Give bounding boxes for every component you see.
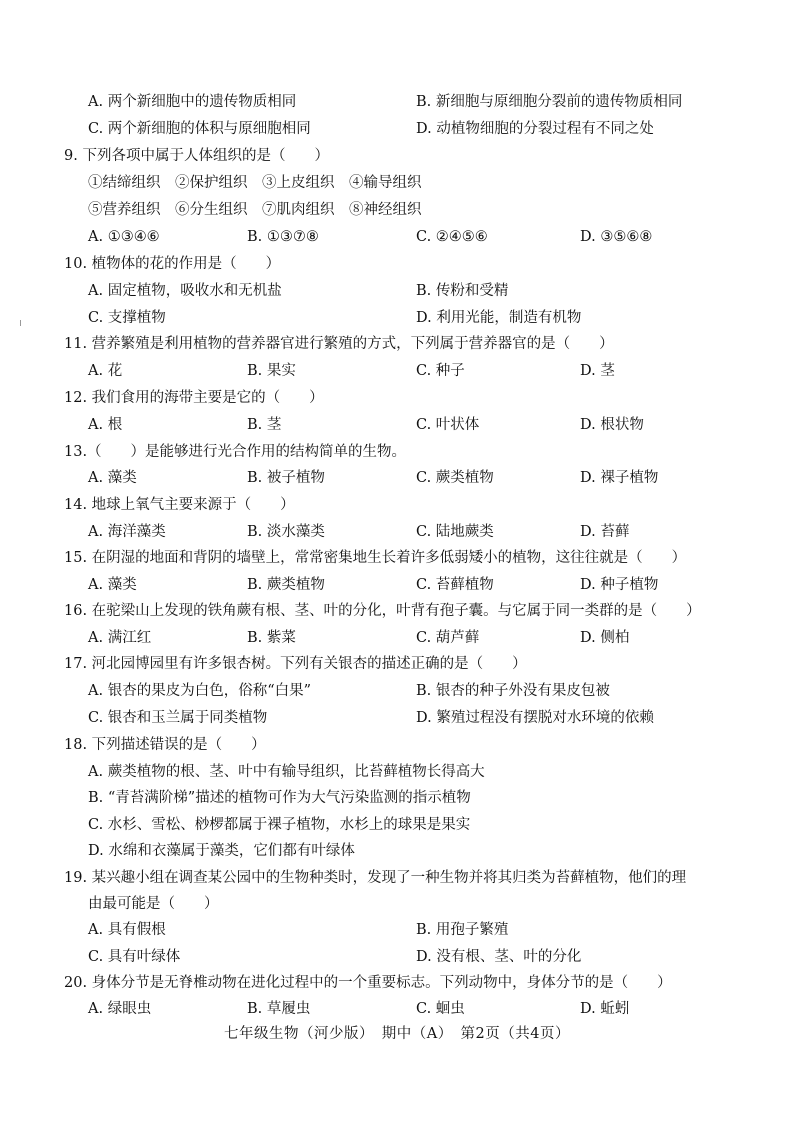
q19-stem-line2: 由最可能是（ ） [88, 896, 219, 912]
q11-option-b: B. 果实 [247, 363, 296, 379]
q8-option-b: B. 新细胞与原细胞分裂前的遗传物质相同 [416, 94, 683, 110]
q13-option-a: A. 藻类 [88, 470, 137, 486]
q16-stem: 16. 在驼梁山上发现的铁角蕨有根、茎、叶的分化，叶背有孢子囊。与它属于同一类群的是（ ） [64, 603, 701, 619]
q18-option-a: A. 蕨类植物的根、茎、叶中有输导组织，比苔藓植物长得高大 [88, 764, 485, 780]
q20-option-b: B. 草履虫 [247, 1001, 311, 1017]
q15-option-b: B. 蕨类植物 [247, 577, 325, 593]
q20-option-a: A. 绿眼虫 [88, 1001, 152, 1017]
q14-option-b: B. 淡水藻类 [247, 524, 325, 540]
q10-stem: 10. 植物体的花的作用是（ ） [64, 256, 281, 272]
q9-list-1: ①结缔组织 ②保护组织 ③上皮组织 ④输导组织 [88, 175, 422, 191]
q13-option-d: D. 裸子植物 [580, 470, 659, 486]
q14-option-c: C. 陆地蕨类 [416, 524, 494, 540]
q14-option-d: D. 苔藓 [580, 524, 630, 540]
q16-option-a: A. 满江红 [88, 630, 152, 646]
q12-option-d: D. 根状物 [580, 417, 644, 433]
q10-option-c: C. 支撑植物 [88, 310, 166, 326]
q12-option-a: A. 根 [88, 417, 123, 433]
q10-option-d: D. 利用光能，制造有机物 [416, 310, 582, 326]
q13-option-b: B. 被子植物 [247, 470, 325, 486]
q8-option-c: C. 两个新细胞的体积与原细胞相同 [88, 121, 311, 137]
q15-stem: 15. 在阴湿的地面和背阴的墙壁上，常常密集地生长着许多低弱矮小的植物，这往往就是（ ） [64, 550, 687, 566]
q9-stem: 9. 下列各项中属于人体组织的是（ ） [64, 148, 329, 164]
q19-option-c: C. 具有叶绿体 [88, 949, 181, 965]
q8-option-d: D. 动植物细胞的分裂过程有不同之处 [416, 121, 654, 137]
q13-stem: 13.（ ）是能够进行光合作用的结构简单的生物。 [64, 444, 407, 460]
q20-stem: 20. 身体分节是无脊椎动物在进化过程中的一个重要标志。下列动物中，身体分节的是（ ） [64, 975, 672, 991]
q9-option-a: A. ①③④⑥ [88, 229, 160, 245]
q12-stem: 12. 我们食用的海带主要是它的（ ） [64, 390, 324, 406]
q10-option-b: B. 传粉和受精 [416, 283, 509, 299]
q8-option-a: A. 两个新细胞中的遗传物质相同 [88, 94, 297, 110]
scan-mark [20, 320, 25, 326]
q18-option-c: C. 水杉、雪松、桫椤都属于裸子植物，水杉上的球果是果实 [88, 817, 471, 833]
page-footer: 七年级生物（河少版） 期中（A） 第2页（共4页） [224, 1026, 570, 1042]
q15-option-a: A. 藻类 [88, 577, 137, 593]
q9-option-d: D. ③⑤⑥⑧ [580, 229, 653, 245]
q17-option-c: C. 银杏和玉兰属于同类植物 [88, 710, 268, 726]
q9-option-b: B. ①③⑦⑧ [247, 229, 319, 245]
q18-option-d: D. 水绵和衣藻属于藻类，它们都有叶绿体 [88, 843, 355, 859]
q19-option-a: A. 具有假根 [88, 922, 166, 938]
q14-option-a: A. 海洋藻类 [88, 524, 166, 540]
q13-option-c: C. 蕨类植物 [416, 470, 494, 486]
q18-stem: 18. 下列描述错误的是（ ） [64, 737, 266, 753]
q19-option-b: B. 用孢子繁殖 [416, 922, 509, 938]
q19-option-d: D. 没有根、茎、叶的分化 [416, 949, 582, 965]
q11-option-a: A. 花 [88, 363, 123, 379]
q9-list-2: ⑤营养组织 ⑥分生组织 ⑦肌肉组织 ⑧神经组织 [88, 202, 422, 218]
q11-option-c: C. 种子 [416, 363, 465, 379]
q15-option-d: D. 种子植物 [580, 577, 659, 593]
q10-option-a: A. 固定植物，吸收水和无机盐 [88, 283, 282, 299]
q11-stem: 11. 营养繁殖是利用植物的营养器官进行繁殖的方式，下列属于营养器官的是（ ） [64, 336, 614, 352]
q15-option-c: C. 苔藓植物 [416, 577, 494, 593]
q20-option-c: C. 蛔虫 [416, 1001, 465, 1017]
q12-option-b: B. 茎 [247, 417, 282, 433]
q17-option-a: A. 银杏的果皮为白色，俗称“白果” [88, 683, 312, 699]
q11-option-d: D. 茎 [580, 363, 615, 379]
q19-stem-line1: 19. 某兴趣小组在调查某公园中的生物种类时，发现了一种生物并将其归类为苔藓植物，他们的理 [64, 870, 687, 886]
q16-option-d: D. 侧柏 [580, 630, 630, 646]
q12-option-c: C. 叶状体 [416, 417, 480, 433]
q18-option-b: B. “青苔满阶梯”描述的植物可作为大气污染监测的指示植物 [88, 790, 471, 806]
q16-option-b: B. 紫菜 [247, 630, 296, 646]
q17-stem: 17. 河北园博园里有许多银杏树。下列有关银杏的描述正确的是（ ） [64, 656, 527, 672]
q9-option-c: C. ②④⑤⑥ [416, 229, 488, 245]
q17-option-d: D. 繁殖过程没有摆脱对水环境的依赖 [416, 710, 654, 726]
q16-option-c: C. 葫芦藓 [416, 630, 480, 646]
q20-option-d: D. 蚯蚓 [580, 1001, 630, 1017]
q14-stem: 14. 地球上氧气主要来源于（ ） [64, 497, 295, 513]
q17-option-b: B. 银杏的种子外没有果皮包被 [416, 683, 610, 699]
